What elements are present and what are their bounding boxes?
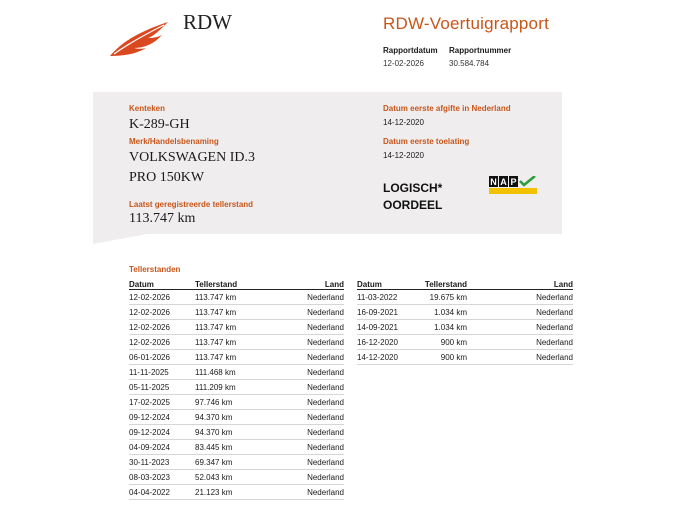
table-row: [129, 365, 344, 380]
cell-date: 08-03-2023: [129, 470, 195, 485]
cell-country: Nederland: [251, 335, 344, 350]
cell-country: Nederland: [251, 365, 344, 380]
cell-country: Nederland: [251, 455, 344, 470]
cell-reading: 900 km: [423, 335, 467, 350]
table-header-row: [129, 279, 344, 290]
table-row: [357, 305, 573, 320]
cell-date: 14-12-2020: [357, 350, 423, 365]
table-row: [357, 335, 573, 350]
cell-reading: 1.034 km: [423, 320, 467, 335]
cell-date: 12-02-2026: [129, 320, 195, 335]
cell-country: Nederland: [251, 350, 344, 365]
cell-reading: 52.043 km: [195, 470, 251, 485]
report-date-label: Rapportdatum: [383, 46, 438, 55]
odometer-table-right: [357, 279, 573, 365]
cell-reading: 900 km: [423, 350, 467, 365]
table-row: [129, 290, 344, 305]
table-row: [129, 305, 344, 320]
cell-date: 30-11-2023: [129, 455, 195, 470]
table-row: [129, 440, 344, 455]
cell-date: 04-04-2022: [129, 485, 195, 500]
odometer-section-title: Tellerstanden: [129, 265, 181, 274]
table-row: [129, 425, 344, 440]
cell-country: Nederland: [467, 305, 573, 320]
cell-reading: 21.123 km: [195, 485, 251, 500]
cell-reading: 83.445 km: [195, 440, 251, 455]
odometer-label: Laatst geregistreerde tellerstand: [129, 200, 254, 209]
col-header-reading: Tellerstand: [195, 279, 251, 290]
cell-country: Nederland: [467, 350, 573, 365]
table-header-row: [357, 279, 573, 290]
rdw-logo-icon: [108, 20, 172, 58]
cell-date: 06-01-2026: [129, 350, 195, 365]
brand-name: RDW: [183, 10, 232, 34]
nap-letter-n: N: [490, 177, 497, 187]
table-row: [129, 380, 344, 395]
cell-date: 12-02-2026: [129, 305, 195, 320]
cell-country: Nederland: [251, 485, 344, 500]
cell-date: 17-02-2025: [129, 395, 195, 410]
verdict-line1: LOGISCH*: [383, 181, 443, 195]
cell-country: Nederland: [251, 470, 344, 485]
cell-country: Nederland: [467, 335, 573, 350]
cell-country: Nederland: [467, 320, 573, 335]
cell-reading: 1.034 km: [423, 305, 467, 320]
col-header-country: Land: [251, 279, 344, 290]
cell-reading: 113.747 km: [195, 290, 251, 305]
cell-country: Nederland: [251, 290, 344, 305]
report-number-value: 30.584.784: [449, 59, 490, 68]
table-row: [129, 335, 344, 350]
report-date-value: 12-02-2026: [383, 59, 424, 68]
cell-country: Nederland: [467, 290, 573, 305]
col-header-reading: Tellerstand: [424, 279, 467, 289]
table-row: [129, 320, 344, 335]
cell-country: Nederland: [251, 395, 344, 410]
cell-date: 12-02-2026: [129, 335, 195, 350]
odometer-table-left: [129, 279, 344, 500]
report-date-block: [383, 46, 438, 68]
plate-label: Kenteken: [129, 104, 166, 113]
cell-country: Nederland: [251, 425, 344, 440]
cell-reading: 113.747 km: [195, 350, 251, 365]
plate-value: K-289-GH: [129, 117, 190, 132]
cell-date: 16-09-2021: [357, 305, 423, 320]
first-admission-label: Datum eerste toelating: [383, 137, 470, 146]
cell-reading: 69.347 km: [195, 455, 251, 470]
nap-letter-p: P: [510, 177, 517, 187]
first-issue-value: 14-12-2020: [383, 118, 424, 127]
table-row: [129, 485, 344, 500]
cell-date: 04-09-2024: [129, 440, 195, 455]
first-issue-label: Datum eerste afgifte in Nederland: [383, 104, 511, 113]
first-admission-value: 14-12-2020: [383, 151, 424, 160]
report-number-label: Rapportnummer: [449, 46, 512, 55]
table-row: [129, 350, 344, 365]
cell-country: Nederland: [251, 440, 344, 455]
cell-date: 05-11-2025: [129, 380, 195, 395]
cell-reading: 113.747 km: [195, 320, 251, 335]
make-label: Merk/Handelsbenaming: [129, 137, 219, 146]
cell-date: 11-11-2025: [129, 365, 195, 380]
table-row: [357, 350, 573, 365]
cell-date: 09-12-2024: [129, 410, 195, 425]
cell-reading: 19.675 km: [423, 290, 467, 305]
nap-letter-a: A: [500, 177, 507, 187]
table-row: [129, 395, 344, 410]
table-row: [357, 290, 573, 305]
cell-date: 16-12-2020: [357, 335, 423, 350]
table-row: [357, 320, 573, 335]
cell-reading: 94.370 km: [195, 425, 251, 440]
cell-country: Nederland: [251, 320, 344, 335]
make-value-line2: PRO 150KW: [129, 170, 205, 185]
cell-reading: 111.468 km: [195, 365, 251, 380]
report-number-block: [449, 46, 511, 68]
cell-country: Nederland: [251, 380, 344, 395]
table-row: [129, 470, 344, 485]
odometer-value: 113.747 km: [129, 211, 196, 226]
nap-logo-icon: [489, 176, 537, 194]
make-value-line1: VOLKSWAGEN ID.3: [129, 150, 255, 165]
table-row: [129, 410, 344, 425]
panel-notch: [93, 234, 147, 244]
cell-date: 12-02-2026: [129, 290, 195, 305]
col-header-date: Datum: [129, 279, 195, 290]
cell-reading: 111.209 km: [195, 380, 251, 395]
cell-reading: 113.747 km: [195, 305, 251, 320]
cell-reading: 94.370 km: [195, 410, 251, 425]
col-header-date: Datum: [357, 279, 423, 290]
cell-date: 11-03-2022: [357, 290, 423, 305]
cell-date: 14-09-2021: [357, 320, 423, 335]
cell-reading: 97.746 km: [195, 395, 251, 410]
verdict: [383, 180, 442, 214]
table-row: [129, 455, 344, 470]
col-header-country: Land: [467, 279, 573, 290]
cell-date: 09-12-2024: [129, 425, 195, 440]
verdict-line2: OORDEEL: [383, 198, 443, 212]
cell-country: Nederland: [251, 410, 344, 425]
report-title: RDW-Voertuigrapport: [383, 14, 549, 33]
cell-reading: 113.747 km: [195, 335, 251, 350]
cell-country: Nederland: [251, 305, 344, 320]
